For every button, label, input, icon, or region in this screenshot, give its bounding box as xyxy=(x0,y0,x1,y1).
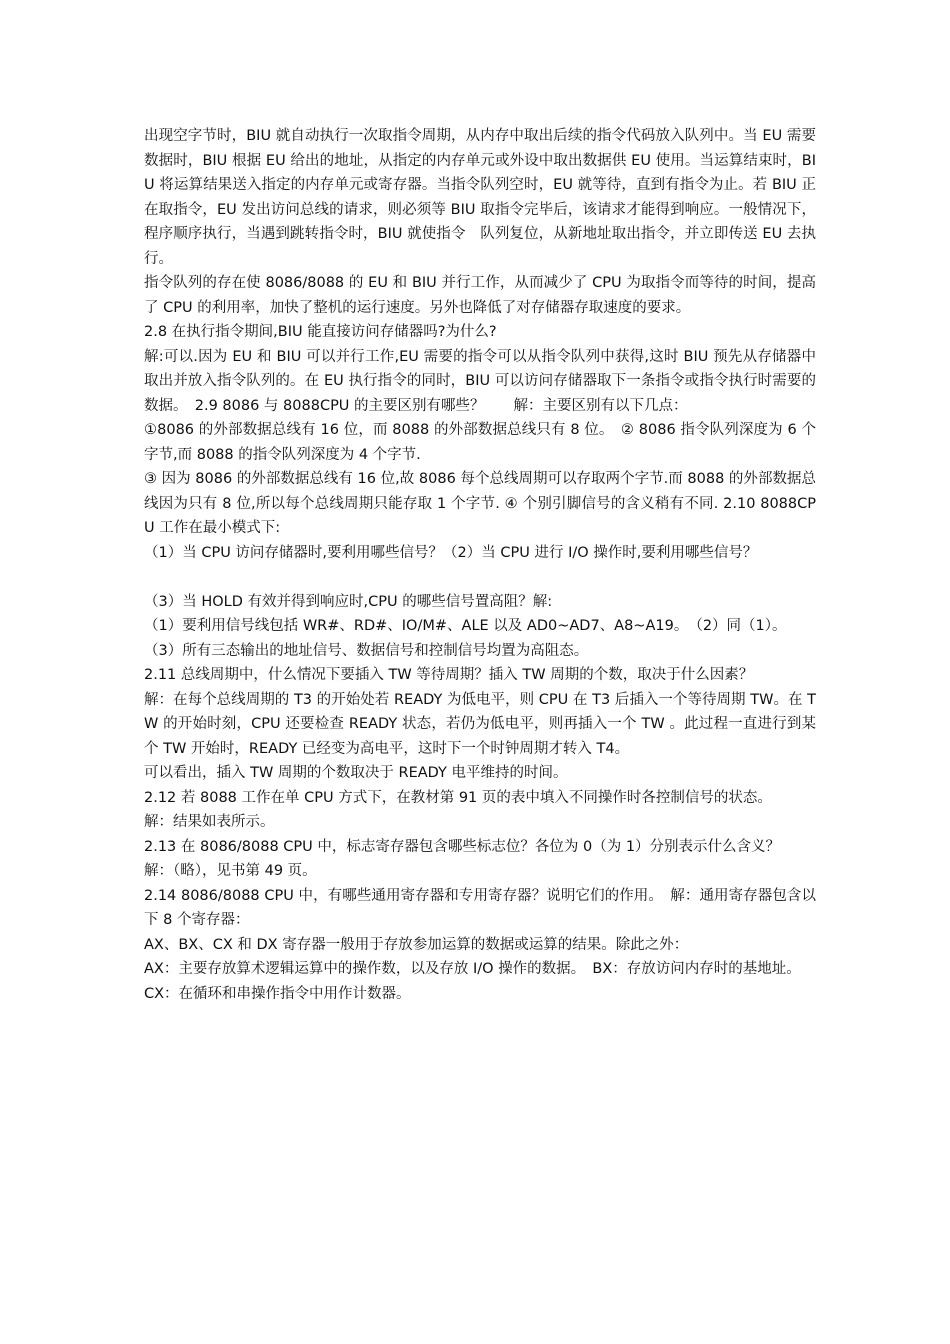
question-2-11: 2.11 总线周期中，什么情况下要插入 TW 等待周期？插入 TW 周期的个数，取决于什么因素？ xyxy=(144,667,754,683)
document-body xyxy=(144,124,816,1006)
answer-2-8: 解:可以.因为 EU 和 BIU 可以并行工作,EU 需要的指令可以从指令队列中获得,这时 BIU 预先从存储器中取出并放入指令队列的。在 EU 执行指令的同时，BIU 可以访问存储器取下一条指令或指令执行时需要的数据。 2.9 8086 与 8088CPU 的主要区别有哪些？ 解：主要区别有以下几点： xyxy=(144,348,816,414)
answer-2-10-part-3: （3）所有三态输出的地址信号、数据信号和控制信号均置为高阻态。 xyxy=(144,642,589,659)
answer-2-9-point-1-2: ①8086 的外部数据总线有 16 位，而 8088 的外部数据总线只有 8 位。 ② 8086 指令队列深度为 6 个字节,而 8088 的指令队列深度为 4 个字节. xyxy=(144,422,816,463)
question-2-10-part-3: （3）当 HOLD 有效并得到响应时,CPU 的哪些信号置高阻？解: xyxy=(144,593,553,610)
answer-2-12: 解：结果如表所示。 xyxy=(144,814,275,830)
answer-2-13: 解：（略），见书第 49 页。 xyxy=(144,863,317,879)
question-2-13: 2.13 在 8086/8088 CPU 中，标志寄存器包含哪些标志位？各位为 0（为 1）分别表示什么含义？ xyxy=(144,838,781,855)
answer-2-11: 解：在每个总线周期的 T3 的开始处若 READY 为低电平，则 CPU 在 T3 后插入一个等待周期 TW。在 TW 的开始时刻，CPU 还要检查 READY 状态，若仍为低电平，则再插入一个 TW 。此过程一直进行到某个 TW 开始时，READY 已经变为高电平，这时下一个时钟周期才转入 T4。 xyxy=(144,691,816,757)
question-2-10-parts: （1）当 CPU 访问存储器时,要利用哪些信号？（2）当 CPU 进行 I/O 操作时,要利用哪些信号？ xyxy=(144,544,758,561)
paragraph-biu-queue: 出现空字节时，BIU 就自动执行一次取指令周期，从内存中取出后续的指令代码放入队列中。当 EU 需要数据时，BIU 根据 EU 给出的地址，从指定的内存单元或外设中取出数据供 EU 使用。当运算结束时，BIU 将运算结果送入指定的内存单元或寄存器。当指令队列空时，EU 就等待，直到有指令为止。若 BIU 正在取指令，EU 发出访问总线的请求，则必须等 BIU 取指令完毕后，该请求才能得到响应。一般情况下，程序顺序执行，当遇到跳转指令时，BIU 就使指令 队列复位，从新地址取出指令，并立即传送 EU 去执行。 xyxy=(144,128,816,267)
question-2-12: 2.12 若 8088 工作在单 CPU 方式下，在教材第 91 页的表中填入不同操作时各控制信号的状态。 xyxy=(144,789,772,806)
paragraph-queue-benefit: 指令队列的存在使 8086/8088 的 EU 和 BIU 并行工作，从而减少了 CPU 为取指令而等待的时间，提高了 CPU 的利用率，加快了整机的运行速度。另外也降低了对存储器存取速度的要求。 xyxy=(144,275,816,316)
question-2-14: 2.14 8086/8088 CPU 中，有哪些通用寄存器和专用寄存器？说明它们的作用。 解：通用寄存器包含以下 8 个寄存器： xyxy=(144,887,816,928)
answer-2-14-ax-bx: AX：主要存放算术逻辑运算中的操作数，以及存放 I/O 操作的数据。 BX：存放访问内存时的基地址。 xyxy=(144,961,801,977)
answer-2-14-general: AX、BX、CX 和 DX 寄存器一般用于存放参加运算的数据或运算的结果。除此之外： xyxy=(144,936,689,953)
answer-2-14-cx: CX：在循环和串操作指令中用作计数器。 xyxy=(144,985,411,1002)
question-2-8: 2.8 在执行指令期间,BIU 能直接访问存储器吗?为什么? xyxy=(144,324,497,340)
answer-2-11-conclusion: 可以看出，插入 TW 周期的个数取决于 READY 电平维持的时间。 xyxy=(144,765,568,781)
answer-2-10-part-1-2: （1）要利用信号线包括 WR#、RD#、IO/M#、ALE 以及 AD0~AD7、A8~A19。 （2）同（1）。 xyxy=(144,618,787,634)
blank-line xyxy=(144,565,816,590)
answer-2-9-point-3-4: ③ 因为 8086 的外部数据总线有 16 位,故 8086 每个总线周期可以存取两个字节.而 8088 的外部数据总线因为只有 8 位,所以每个总线周期只能存取 1 个字节. ④ 个别引脚信号的含义稍有不同. 2.10 8088CPU 工作在最小模式下: xyxy=(144,471,816,536)
